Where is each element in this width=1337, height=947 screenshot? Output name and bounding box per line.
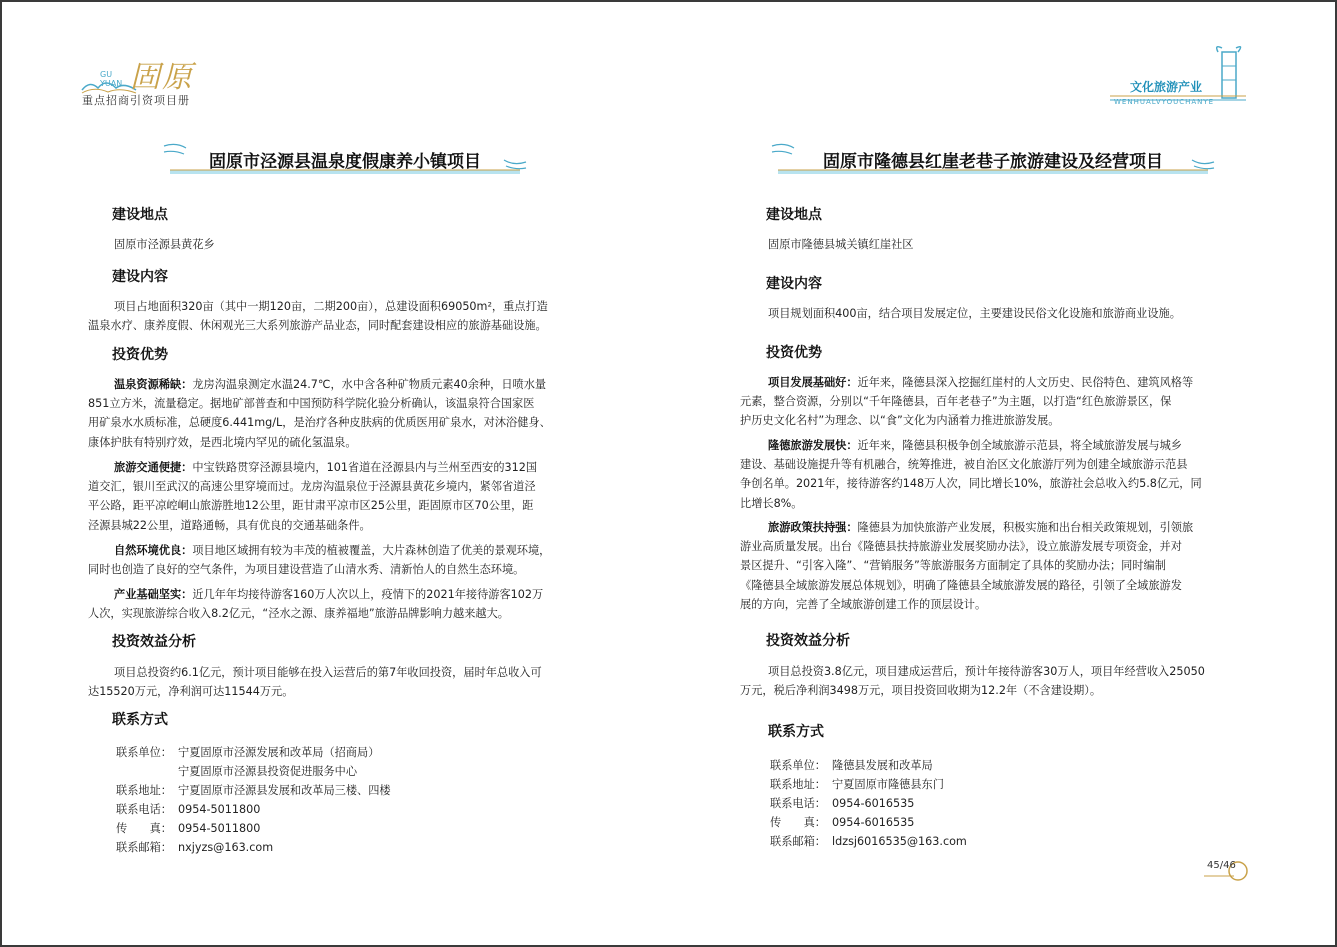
right-content-head: 建设内容 (754, 273, 830, 297)
left-advantage-head: 投资优势 (100, 344, 176, 368)
right-content: 项目规划面积400亩，结合项目发展定位，主要建设民俗文化设施和旅游商业设施。 (768, 307, 1181, 320)
right-location-head: 建设地点 (754, 204, 830, 228)
left-benefit: 项目总投资约6.1亿元，预计项目能够在投入运营后的第7年收回投资，届时年总收入可 达15520万元，净利润可达11544万元。 (88, 666, 542, 699)
left-advantage-4: 产业基础坚实：近几年年均接待游客160万人次以上，疫情下的2021年接待游客102万 人次，实现旅游综合收入8.2亿元，“泾水之源、康养福地”旅游品牌影响力越来越大。 (88, 588, 544, 621)
right-advantage-3: 旅游政策扶持强：隆德县为加快旅游产业发展，积极实施和出台相关政策规划，引领旅 游业高质量发展。出台《隆德县扶持旅游业发展奖励办法》，设立旅游发展专项资金，并对 景区提升、“引客入隆”、“营销服务”等旅游服务方面制定了具体的奖励办法；同时编制 《隆德县全域旅游发展总体规划》，明确了隆德县全域旅游发展的路径，引领了全域旅游发 展的方向，完善了全域旅游创建工作的顶层设计。 (740, 521, 1194, 611)
right-contact: 联系单位： 隆德县发展和改革局 联系地址： 宁夏固原市隆德县东门 联系电话： 0954-6016535 传 真： 0954-6016535 联系邮箱： ldzsj6016535@163.com (770, 756, 967, 851)
industry-english: WENHUALVYOUCHANYE (1114, 98, 1215, 106)
left-contact: 联系单位： 宁夏固原市泾源发展和改革局（招商局） 宁夏固原市泾源县投资促进服务中心 联系地址： 宁夏固原市泾源县发展和改革局三楼、四楼 联系电话： 0954-5011800 传 真： 0954-5011800 联系邮箱： nxjyzs@163.com (116, 743, 391, 857)
right-benefit-head: 投资效益分析 (754, 630, 858, 654)
right-contact-head: 联系方式 (756, 721, 832, 745)
left-location: 固原市泾源县黄花乡 (114, 238, 215, 251)
page-number: 45/46 (1207, 860, 1236, 871)
logo-subtitle: 重点招商引资项目册 (82, 94, 190, 107)
left-advantage-1: 温泉资源稀缺：龙房沟温泉测定水温24.7℃，水中含各种矿物质元素40余种，日喷水量 851立方米，流量稳定。据地矿部普查和中国预防科学院化验分析确认，该温泉符合国家医 用矿泉水水质标准，总硬度6.441mg/L，是治疗各种皮肤病的优质医用矿泉水，对沐浴健身、 康体护肤有特别疗效，是西北境内罕见的硫化氢温泉。 (88, 378, 551, 449)
right-title: 固原市隆德县红崖老巷子旅游建设及经营项目 (823, 152, 1163, 172)
right-advantage-2: 隆德旅游发展快：近年来，隆德县积极争创全域旅游示范县，将全域旅游发展与城乡 建设、基础设施提升等有机融合，统筹推进，被自治区文化旅游厅列为创建全域旅游示范县 争创名单。2021年，接待游客约148万人次，同比增长10%，旅游社会总收入约5.8亿元，同 比增长8%。 (740, 439, 1202, 510)
left-email-link[interactable]: nxjyzs@163.com (178, 841, 274, 854)
left-advantage-2: 旅游交通便捷：中宝铁路贯穿泾源县境内，101省道在泾源县内与兰州至西安的312国 道交汇，银川至武汉的高速公里穿境而过。龙房沟温泉位于泾源县黄花乡境内，紧邻省道泾 平公路，距平凉崆峒山旅游胜地12公里，距甘肃平凉市区25公里，距固原市区70公里，距 泾源县城22公里，道路通畅，具有优良的交通基础条件。 (88, 461, 538, 532)
left-content-head: 建设内容 (100, 266, 176, 290)
right-advantage-1: 项目发展基础好：近年来，隆德县深入挖掘红崖村的人文历史、民俗特色、建筑风格等 元素，整合资源，分别以“千年隆德县，百年老巷子”为主题，以打造“红色旅游景区，保 护历史文化名村”为理念、以“食”文化为内涵着力推进旅游发展。 (740, 376, 1194, 428)
right-benefit: 项目总投资3.8亿元，项目建成运营后，预计年接待游客30万人，项目年经营收入25050 万元，税后净利润3498万元，项目投资回收期为12.2年（不含建设期）。 (740, 665, 1205, 698)
right-advantage-head: 投资优势 (754, 342, 830, 366)
left-title: 固原市泾源县温泉度假康养小镇项目 (209, 152, 481, 172)
logo-mark: 固原 (130, 60, 194, 95)
right-title-banner (768, 140, 1218, 176)
left-contact-head: 联系方式 (100, 709, 176, 733)
left-title-banner (160, 140, 530, 176)
left-content: 项目占地面积320亩（其中一期120亩，二期200亩），总建设面积69050m²，重点打造 温泉水疗、康养度假、休闲观光三大系列旅游产品业态，同时配套建设相应的旅游基础设施。 (88, 300, 548, 333)
industry-badge (1110, 42, 1250, 112)
left-advantage-3: 自然环境优良：项目地区域拥有较为丰茂的植被覆盖，大片森林创造了优美的景观环境， 同时也创造了良好的空气条件，为项目建设营造了山清水秀、清新怡人的自然生态环境。 (88, 544, 551, 577)
left-benefit-head: 投资效益分析 (100, 631, 204, 655)
logo-english: GU YUAN (100, 70, 123, 88)
industry-label: 文化旅游产业 (1130, 80, 1203, 94)
right-location: 固原市隆德县城关镇红崖社区 (768, 238, 914, 251)
left-location-head: 建设地点 (100, 204, 176, 228)
guyuan-logo (80, 52, 200, 112)
right-email-link[interactable]: ldzsj6016535@163.com (832, 835, 967, 848)
